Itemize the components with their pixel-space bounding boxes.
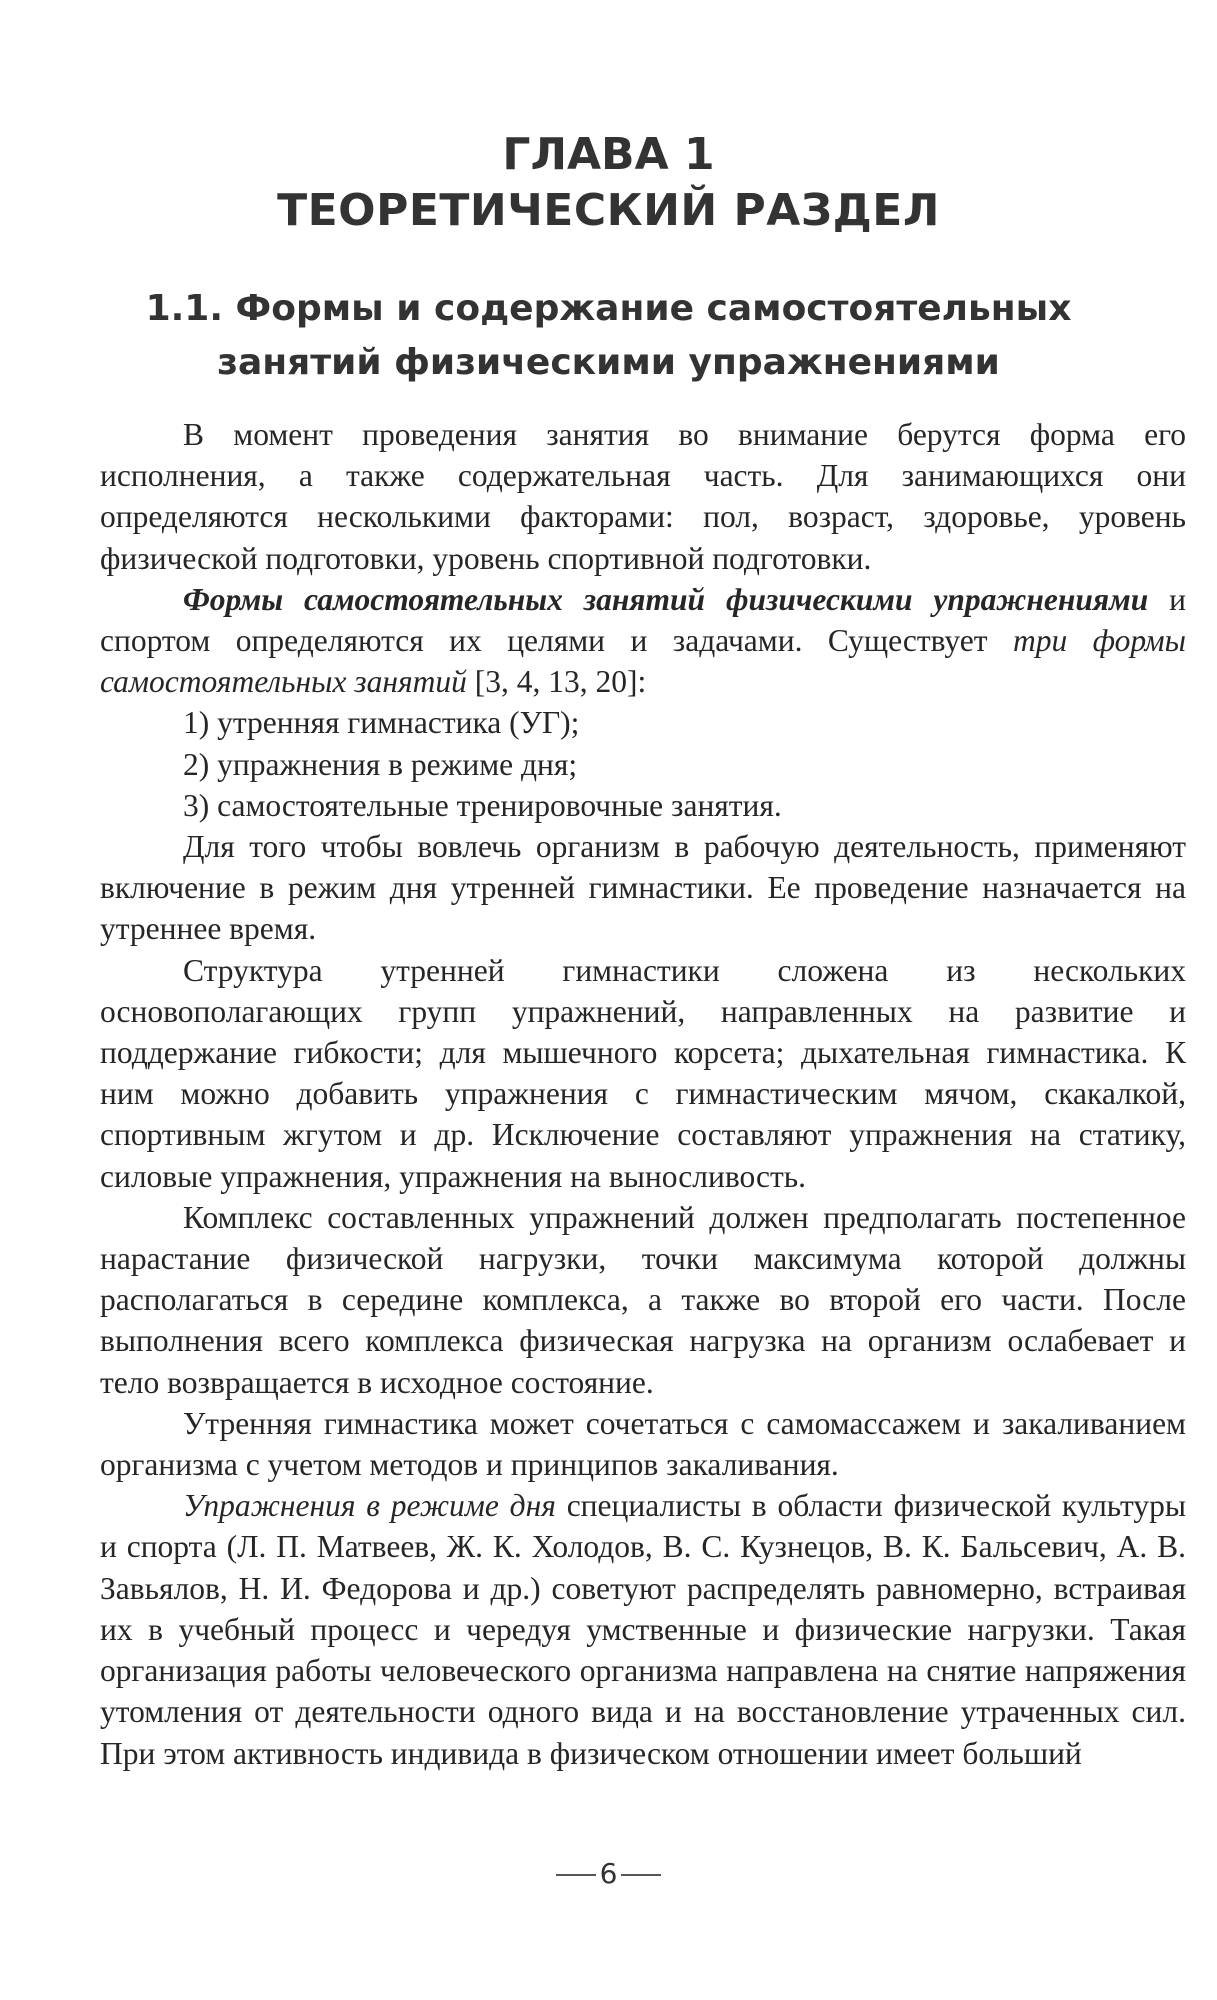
paragraph-7 [100, 1485, 1186, 1773]
list-item-3: 3) самостоятельные тренировочные занятия. [183, 787, 782, 823]
chapter-title: ТЕОРЕТИЧЕСКИЙ РАЗДЕЛ [277, 185, 940, 236]
paragraph-2 [100, 579, 1186, 703]
emphasis-daily-exercises: Упражнения в режиме дня [183, 1488, 556, 1524]
emphasis-forms-term: Формы самостоятельных занятий физическими упражнениями [183, 581, 1149, 617]
paragraph-1: В момент проведения занятия во внимание берутся форма его исполнения, а также содержательная часть. Для занимающихся они определяются несколькими факторами: пол, возраст, здоровье, уровень физической подготовки, уровень спортивной подготовки. [100, 417, 1186, 576]
paragraph-4: Структура утренней гимнастики сложена из нескольких основополагающих групп упражнений, направленных на развитие и поддержание гибкости; для мышечного корсета; дыхательная гимнастика. К ним можно добавить упражнения с гимнастическим мячом, скакалкой, спортивным жгутом и др. Исключение составляют упражнения на статику, силовые упражнения, упражнения на выносливость. [100, 952, 1186, 1194]
chapter-label: ГЛАВА 1 [502, 129, 715, 180]
paragraph-6: Утренняя гимнастика может сочетаться с самомассажем и закаливанием организма с учетом методов и принципов закаливания. [100, 1405, 1186, 1483]
list-item-1: 1) утренняя гимнастика (УГ); [183, 705, 580, 741]
footer-dash-left [556, 1874, 596, 1876]
emphasis-three-forms: три формы самостоятельных занятий [100, 623, 1186, 700]
page-number: 6 [599, 1857, 618, 1890]
paragraph-5: Комплекс составленных упражнений должен предполагать постепенное нарастание физической нагрузки, точки максимума которой должны располагаться в середине комплекса, а также во второй его части. После выполнения всего комплекса физическая нагрузка на организм ослабевает и тело возвращается в исходное состояние. [100, 1199, 1186, 1400]
paragraph-2-text: и спортом определяются их целями и задачами. Существует [100, 581, 1187, 659]
page-footer [0, 1857, 1217, 1890]
paragraph-7-text: специалисты в области физической культуры и спорта (Л. П. Матвеев, Ж. К. Холодов, В. С. Кузнецов, В. К. Бальсевич, А. В. Завьялов, Н. И. Федорова и др.) советуют распределять равномерно, встраивая их в учебный процесс и чередуя умственные и физические нагрузки. Такая организация работы человеческого организма направлена на снятие напряжения утомления от деятельности одного вида и на восстановление утраченных сил. При этом активность индивида в физическом отношении имеет больший [100, 1488, 1186, 1771]
list-item-2: 2) упражнения в режиме дня; [183, 746, 578, 782]
paragraph-3: Для того чтобы вовлечь организм в рабочую деятельность, применяют включение в режим дня утренней гимнастики. Ее проведение назначается на утреннее время. [100, 829, 1186, 947]
section-heading [100, 282, 1117, 390]
section-title-line-1: 1.1. Формы и содержание самостоятельных [145, 288, 1072, 329]
footer-dash-right [621, 1874, 661, 1876]
section-title-line-2: занятий физическими упражнениями [217, 342, 1000, 383]
paragraph-2-refs: [3, 4, 13, 20]: [466, 664, 647, 700]
body-text [100, 414, 1186, 1774]
